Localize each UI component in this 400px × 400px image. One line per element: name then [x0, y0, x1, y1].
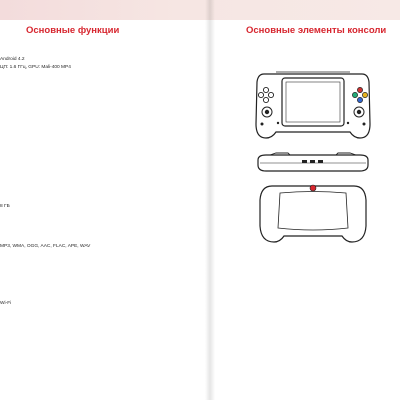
right-page-console-parts	[210, 0, 400, 400]
description-2-line-4	[220, 328, 400, 336]
camera-icon	[310, 185, 316, 191]
feature-line	[0, 341, 208, 349]
description-3-line-3	[220, 363, 400, 371]
feature-line	[0, 268, 208, 276]
feature-line	[0, 357, 208, 365]
console-parts-heading: Основные элементы консоли	[246, 25, 387, 36]
description-paragraph-3	[220, 347, 400, 380]
right-indicator-icon	[347, 122, 349, 124]
description-1-line-2	[220, 276, 400, 284]
feature-line	[0, 382, 208, 390]
description-3-line-2	[220, 355, 400, 363]
feature-line	[0, 121, 208, 129]
feature-line	[0, 333, 208, 341]
feature-line: 8 ГБ	[0, 203, 10, 209]
feature-line	[0, 227, 208, 235]
feature-line	[0, 349, 208, 357]
feature-line	[0, 72, 208, 80]
feature-line: Wi-Fi	[0, 301, 12, 307]
feature-line	[0, 317, 208, 325]
left-indicator-icon	[277, 122, 279, 124]
screen-display	[286, 82, 340, 122]
feature-line	[0, 129, 208, 137]
feature-line	[0, 113, 208, 121]
feature-line	[0, 48, 208, 56]
description-2-line-3	[220, 319, 400, 327]
left-small-button-icon	[261, 123, 264, 126]
button-y-icon	[357, 87, 362, 92]
feature-line: MP3, WMA, OGG, AAC, FLAC, APE, WAV	[0, 244, 91, 250]
button-x-icon	[352, 92, 357, 97]
feature-line	[0, 260, 208, 268]
description-2-line-1	[220, 303, 400, 311]
feature-line	[0, 284, 208, 292]
console-back-illustration	[258, 180, 368, 246]
right-stick-cap-icon	[357, 110, 361, 114]
feature-line	[0, 325, 208, 333]
description-paragraph-1	[220, 268, 400, 293]
feature-line	[0, 81, 208, 89]
feature-line	[0, 276, 208, 284]
console-top-edge-illustration	[254, 152, 372, 174]
feature-line	[0, 374, 208, 382]
feature-line	[0, 138, 208, 146]
feature-line	[0, 97, 208, 105]
description-1-line-1	[220, 268, 400, 276]
description-3-line-1	[220, 347, 400, 355]
feature-line	[0, 309, 208, 317]
dpad-down-icon	[263, 97, 268, 102]
feature-line	[0, 235, 208, 243]
dpad-left-icon	[258, 92, 263, 97]
description-paragraph-2	[220, 303, 400, 336]
feature-line	[0, 178, 208, 186]
features-list	[0, 48, 208, 400]
port-2-icon	[310, 160, 315, 163]
features-heading: Основные функции	[26, 25, 120, 36]
feature-line	[0, 252, 208, 260]
feature-line	[0, 154, 208, 162]
port-1-icon	[302, 160, 307, 163]
button-b-icon	[362, 92, 367, 97]
feature-line	[0, 219, 208, 227]
feature-line	[0, 146, 208, 154]
feature-line	[0, 365, 208, 373]
feature-line: ЦП: 1.6 ГГц, GPU: Mali-400 MP4	[0, 65, 71, 71]
dpad-right-icon	[268, 92, 273, 97]
description-3-line-4	[220, 372, 400, 380]
console-front-illustration	[254, 68, 372, 144]
feature-line	[0, 390, 208, 398]
right-small-button-icon	[363, 123, 366, 126]
feature-line: Android 4.2	[0, 57, 25, 63]
feature-line	[0, 170, 208, 178]
description-2-line-2	[220, 311, 400, 319]
feature-line	[0, 292, 208, 300]
feature-line	[0, 162, 208, 170]
feature-line	[0, 195, 208, 203]
dpad-up-icon	[263, 87, 268, 92]
port-3-icon	[318, 160, 323, 163]
feature-line	[0, 186, 208, 194]
button-a-icon	[357, 97, 362, 102]
feature-line	[0, 89, 208, 97]
feature-line	[0, 105, 208, 113]
left-stick-cap-icon	[265, 110, 269, 114]
feature-line	[0, 211, 208, 219]
description-1-line-3	[220, 284, 400, 292]
